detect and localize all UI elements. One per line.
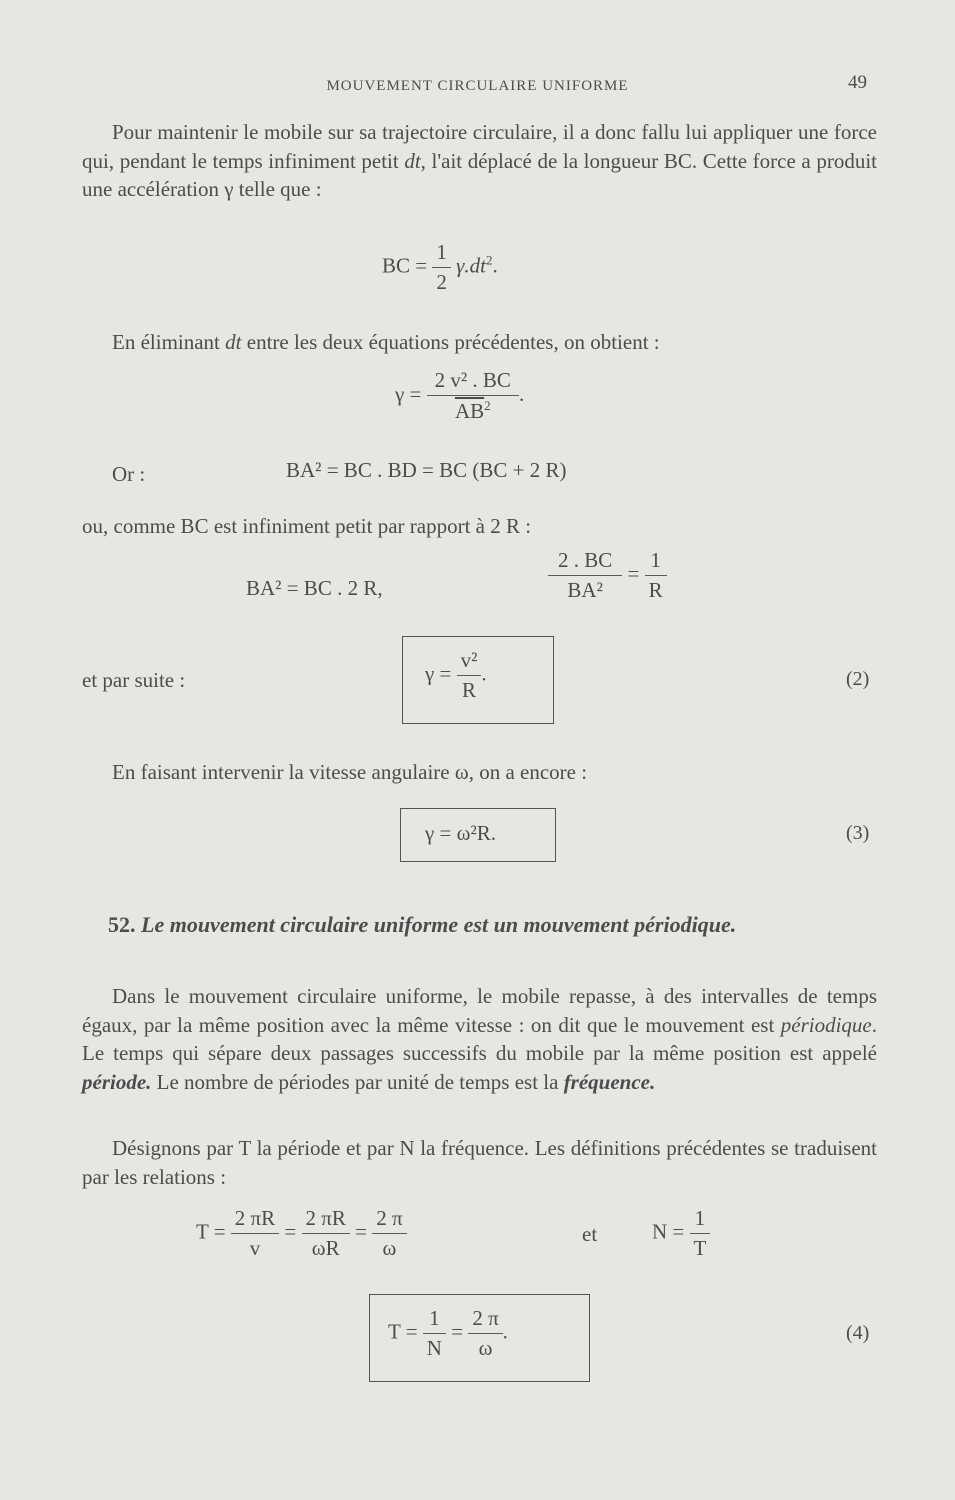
denominator [427, 396, 519, 424]
et-par-suite-label: et par suite : [82, 668, 186, 692]
period: . [481, 661, 487, 686]
section-number: 52. [108, 912, 136, 937]
numerator: 2 πR [302, 1206, 350, 1234]
paragraph-text: Désignons par T la période et par N la fréquence. Les définitions précédentes se traduisent par les relations : [82, 1136, 877, 1189]
paragraph-text: , l'ait déplacé de la longueur BC. Cette force a produit une accélération γ telle que : [82, 148, 877, 201]
paragraph-eliminating [82, 328, 877, 357]
denominator: ωR [311, 1236, 340, 1260]
numerator: 1 [432, 240, 451, 268]
fraction-2pi-omega [372, 1206, 406, 1261]
equation-lhs: BC = [382, 253, 428, 278]
equation-number-4: (4) [846, 1322, 870, 1344]
running-header: MOUVEMENT CIRCULAIRE UNIFORME [326, 78, 629, 94]
paragraph-text: Pour maintenir le mobile sur sa trajectoire circulaire, il a donc fallu lui appliquer une force qui, pendant le temps infiniment petit [82, 120, 877, 173]
numerator: 2 π [468, 1306, 502, 1334]
equation-gamma-ab [395, 368, 524, 424]
numerator: 2 πR [231, 1206, 279, 1234]
equation-frequency [652, 1206, 710, 1261]
numerator: 2 v² . BC [427, 368, 519, 396]
paragraph-text: . Le temps qui sépare deux passages successifs du mobile par la même position est appelé [82, 1012, 877, 1065]
equation-ratio [548, 548, 667, 603]
exponent: 2 [485, 252, 493, 268]
equation-period-frequency [388, 1306, 508, 1361]
section-title: Le mouvement circulaire uniforme est un mouvement périodique. [141, 912, 737, 937]
fraction-2pi-omega [468, 1306, 502, 1361]
fraction-v2-r [457, 648, 482, 703]
fraction-2pir-v [231, 1206, 279, 1261]
period: . [518, 381, 525, 406]
term-periode: période. [82, 1069, 152, 1094]
equation-ba-2r: BA² = BC . 2 R, [246, 576, 383, 600]
equation-lhs: γ = [425, 661, 452, 686]
numerator: v² [457, 648, 482, 676]
equation-rhs: γ.dt [456, 253, 486, 278]
equals-sign: = [627, 561, 640, 586]
equation-gamma-v2-r [425, 648, 487, 703]
paragraph-text: En faisant intervenir la vitesse angulaire ω, on a encore : [112, 760, 588, 784]
equation-number-3: (3) [846, 822, 870, 844]
paragraph-designons [82, 1134, 877, 1191]
fraction-half [432, 240, 451, 295]
numerator: 1 [645, 548, 667, 576]
dt-term: dt [225, 330, 242, 354]
fraction-one-r [645, 548, 667, 603]
et-connector: et [582, 1222, 598, 1246]
numerator: 1 [690, 1206, 711, 1234]
paragraph-text: En éliminant [112, 330, 226, 354]
fraction-1-n [423, 1306, 446, 1361]
denominator: ω [382, 1236, 397, 1260]
equals-sign: = [355, 1219, 367, 1244]
equals-sign: = [284, 1219, 297, 1244]
paragraph-text: Le nombre de périodes par unité de temps est la [151, 1069, 564, 1094]
equation-period-definitions [196, 1206, 407, 1261]
ab-overline: $\overline{AB}$ [454, 399, 485, 423]
denominator: v [249, 1236, 261, 1260]
period: . [492, 253, 498, 278]
equation-bc [382, 240, 498, 295]
paragraph-text: Dans le mouvement circulaire uniforme, le mobile repasse, à des intervalles de temps égaux, par la même position avec la même vitesse : on dit que le mouvement est [82, 984, 877, 1037]
equation-ba-bd: BA² = BC . BD = BC (BC + 2 R) [286, 458, 567, 482]
denominator: BA² [567, 578, 603, 602]
fraction-gamma [427, 368, 519, 424]
numerator: 2 . BC [548, 548, 622, 576]
paragraph-periodic [82, 982, 877, 1096]
term-periodique: périodique [780, 1012, 872, 1037]
term-frequence: fréquence. [563, 1069, 656, 1094]
equation-lhs: γ = [395, 381, 422, 406]
period: . [502, 1319, 508, 1344]
section-heading-52 [108, 910, 878, 939]
equation-number-2: (2) [846, 668, 870, 690]
denominator: R [648, 578, 663, 602]
denominator: N [426, 1336, 442, 1360]
page-number: 49 [848, 72, 867, 93]
paragraph-force [82, 118, 877, 204]
paragraph-bc-small: ou, comme BC est infiniment petit par rapport à 2 R : [82, 514, 532, 538]
equation-lhs: T = [388, 1319, 418, 1344]
fraction-bc-ba [548, 548, 622, 603]
paragraph-angular [82, 758, 877, 787]
equation-lhs: N = [652, 1219, 685, 1244]
denominator: R [462, 678, 477, 702]
denominator: ω [478, 1336, 493, 1360]
denominator: 2 [436, 270, 447, 294]
or-label: Or : [112, 462, 146, 486]
dt-term: dt [404, 148, 421, 173]
numerator: 2 π [372, 1206, 406, 1234]
equation-lhs: T = [196, 1219, 226, 1244]
equals-sign: = [451, 1319, 464, 1344]
paragraph-text: entre les deux équations précédentes, on obtient : [241, 330, 660, 354]
numerator: 1 [423, 1306, 446, 1334]
fraction-1-t [690, 1206, 711, 1261]
equation-gamma-omega: γ = ω²R. [425, 821, 496, 845]
fraction-2pir-omegar [302, 1206, 350, 1261]
exponent: 2 [484, 398, 491, 413]
denominator: T [693, 1236, 707, 1260]
